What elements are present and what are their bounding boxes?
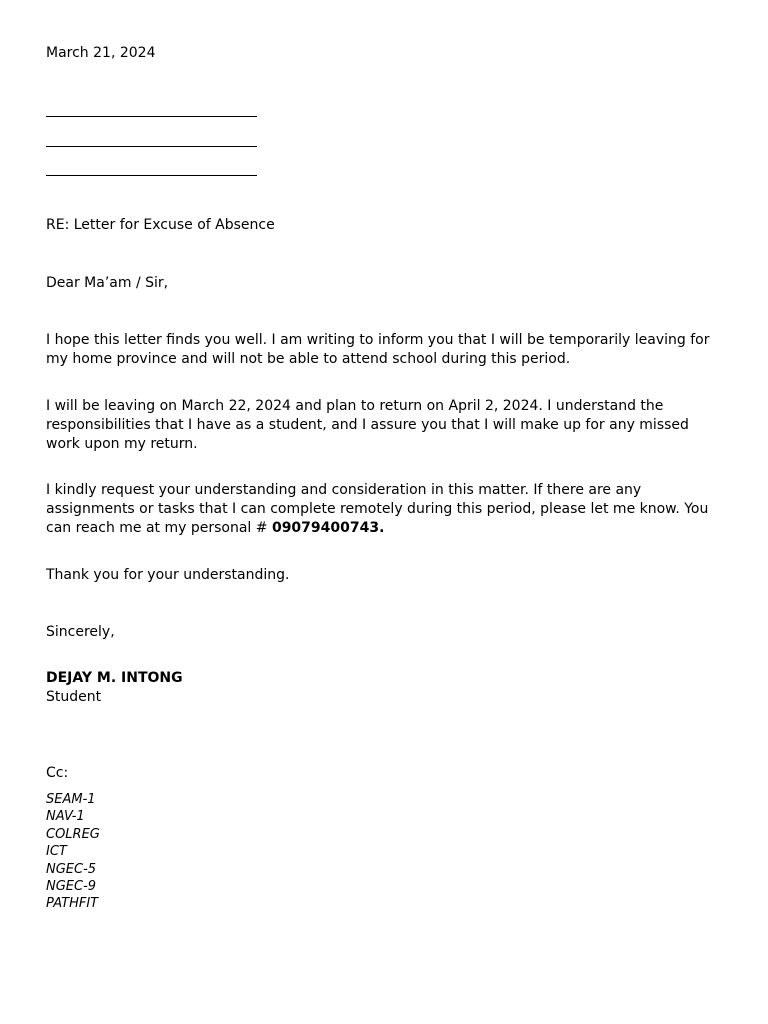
cc-recipient: SEAM-1 bbox=[46, 792, 96, 807]
phone-number: 09079400743. bbox=[271, 520, 385, 536]
body-paragraph: Thank you for your understanding. bbox=[46, 567, 290, 583]
cc-recipient: PATHFIT bbox=[46, 896, 99, 912]
body-paragraph: I will be leaving on March 22, 2024 and plan to return on April 2, 2024. I understand the responsibilities that I have as a student, and I assure you that I will make up for any missed work upon my return. bbox=[46, 398, 689, 452]
body-paragraph-text: I kindly request your understanding and consideration in this matter. If there are any assignments or tasks that I can complete remotely during this period, please let me know. You can reach me at my personal # bbox=[46, 482, 709, 536]
letter-salutation: Dear Ma’am / Sir, bbox=[46, 275, 169, 291]
cc-recipient: NGEC-9 bbox=[46, 879, 97, 895]
recipient-blank-line bbox=[46, 116, 257, 117]
signer-title: Student bbox=[46, 689, 102, 705]
letter-subject: RE: Letter for Excuse of Absence bbox=[46, 217, 275, 233]
cc-recipient: ICT bbox=[46, 844, 67, 860]
letter-closing: Sincerely, bbox=[46, 624, 115, 640]
cc-label: Cc: bbox=[46, 765, 69, 781]
cc-recipient: COLREG bbox=[46, 826, 100, 842]
recipient-blank-line bbox=[46, 175, 257, 176]
letter-date: March 21, 2024 bbox=[46, 45, 156, 61]
recipient-blank-line bbox=[46, 146, 257, 147]
body-paragraph: I hope this letter finds you well. I am writing to inform you that I will be temporarily leaving for my home province and will not be able to attend school during this period. bbox=[46, 332, 710, 367]
cc-recipient-list bbox=[46, 791, 100, 913]
cc-recipient: NAV-1 bbox=[46, 809, 85, 825]
signer-name: DEJAY M. INTONG bbox=[46, 670, 183, 686]
cc-recipient: NGEC-5 bbox=[46, 861, 97, 877]
body-paragraph bbox=[46, 481, 716, 538]
